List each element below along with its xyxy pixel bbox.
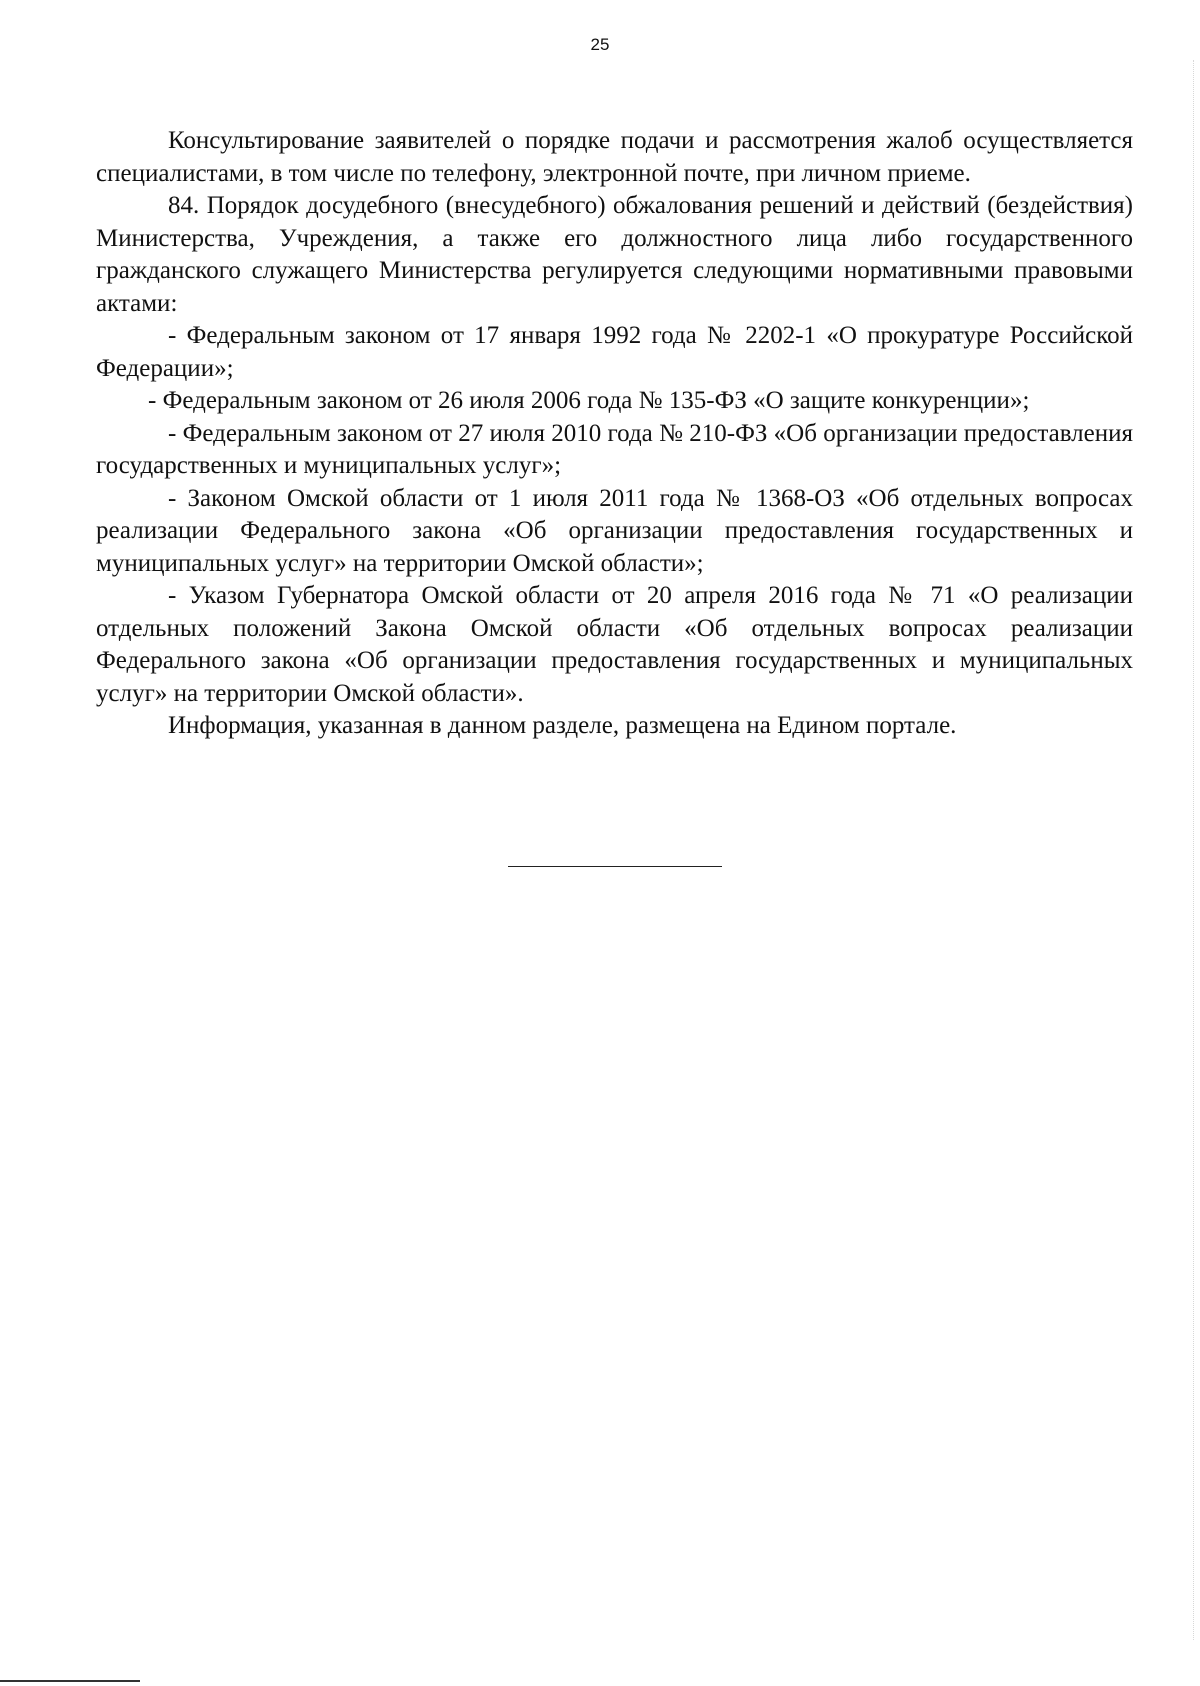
paragraph-84-appeal-procedure: 84. Порядок досудебного (внесудебного) обжалования решений и действий (бездействия) Министерства, Учреждения, а также его должностного лица либо государственного гражданского служащего Министерства регулируется следующими нормативными правовыми актами:	[96, 192, 1133, 317]
end-separator-line	[508, 866, 722, 867]
paragraph-consulting: Консультирование заявителей о порядке подачи и рассмотрения жалоб осуществляется специалистами, в том числе по телефону, электронной почте, при личном приеме.	[96, 127, 1133, 187]
list-item-law-prosecutor: - Федеральным законом от 17 января 1992 года № 2202-1 «О прокуратуре Российской Федерации»;	[96, 322, 1133, 382]
page-number: 25	[590, 35, 610, 54]
scan-edge-right	[1193, 60, 1194, 1640]
paragraph-portal-info: Информация, указанная в данном разделе, размещена на Едином портале.	[168, 712, 957, 739]
list-item-law-competition: - Федеральным законом от 26 июля 2006 года № 135-ФЗ «О защите конкуренции»;	[148, 387, 1030, 414]
document-body	[96, 125, 1133, 743]
list-item-law-public-services: - Федеральным законом от 27 июля 2010 года № 210-ФЗ «Об организации предоставления государственных и муниципальных услуг»;	[96, 419, 1133, 479]
list-item-governor-decree: - Указом Губернатора Омской области от 20 апреля 2016 года № 71 «О реализации отдельных положений Закона Омской области «Об отдельных вопросах реализации Федерального закона «Об организации предоставления государственных и муниципальных услуг» на территории Омской области».	[96, 582, 1133, 707]
list-item-omsk-law: - Законом Омской области от 1 июля 2011 года № 1368-ОЗ «Об отдельных вопросах реализации Федерального закона «Об организации предоставления государственных и муниципальных услуг» на территории Омской области»;	[96, 484, 1133, 577]
scan-edge-bottom	[0, 1680, 140, 1682]
